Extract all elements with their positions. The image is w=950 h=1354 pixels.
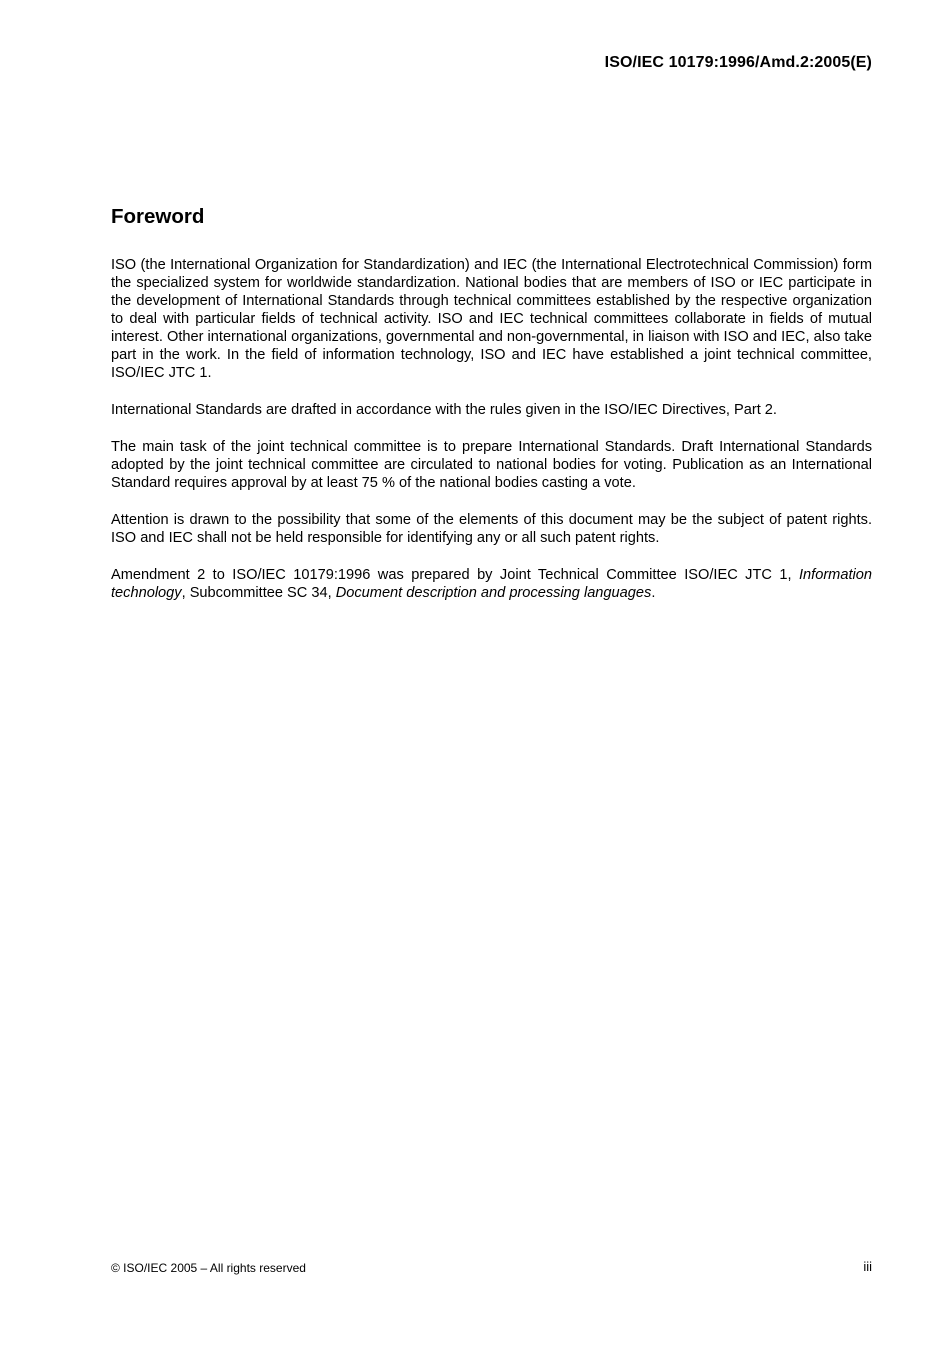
amendment-text-2: , Subcommittee SC 34, xyxy=(181,585,336,601)
copyright-footer: © ISO/IEC 2005 – All rights reserved xyxy=(111,1261,306,1275)
amendment-text-1: Amendment 2 to ISO/IEC 10179:1996 was prepared by Joint Technical Committee ISO/IEC JTC 1, xyxy=(111,567,799,583)
section-title: Foreword xyxy=(111,205,205,228)
paragraph-amendment xyxy=(111,566,872,602)
paragraph-iso-iec-intro: ISO (the International Organization for Standardization) and IEC (the International Electrotechnical Commission) form the specialized system for worldwide standardization. National bodies that are members of ISO or IEC participate in the development of International Standards through technical committees established by the respective organization to deal with particular fields of technical activity. ISO and IEC technical committees collaborate in fields of mutual interest. Other international organizations, governmental and non-governmental, in liaison with ISO and IEC, also take part in the work. In the field of information technology, ISO and IEC have established a joint technical committee, ISO/IEC JTC 1. xyxy=(111,257,872,381)
page-number: iii xyxy=(863,1259,872,1274)
document-id-header: ISO/IEC 10179:1996/Amd.2:2005(E) xyxy=(604,54,872,71)
amendment-text-3: . xyxy=(651,585,656,601)
paragraph-patent-rights: Attention is drawn to the possibility that some of the elements of this document may be the subject of patent rights. ISO and IEC shall not be held responsible for identifying any or all such patent rights. xyxy=(111,512,872,546)
foreword-section xyxy=(111,204,872,621)
paragraph-directives: International Standards are drafted in accordance with the rules given in the ISO/IEC Directives, Part 2. xyxy=(111,402,777,418)
paragraph-jtc-task: The main task of the joint technical committee is to prepare International Standards. Draft International Standards adopted by the joint technical committee are circulated to national bodies for voting. Publication as an International Standard requires approval by at least 75 % of the national bodies casting a vote. xyxy=(111,439,872,491)
amendment-committee-name: Information technology xyxy=(111,567,872,601)
amendment-subcommittee-name: Document description and processing languages xyxy=(335,585,652,601)
